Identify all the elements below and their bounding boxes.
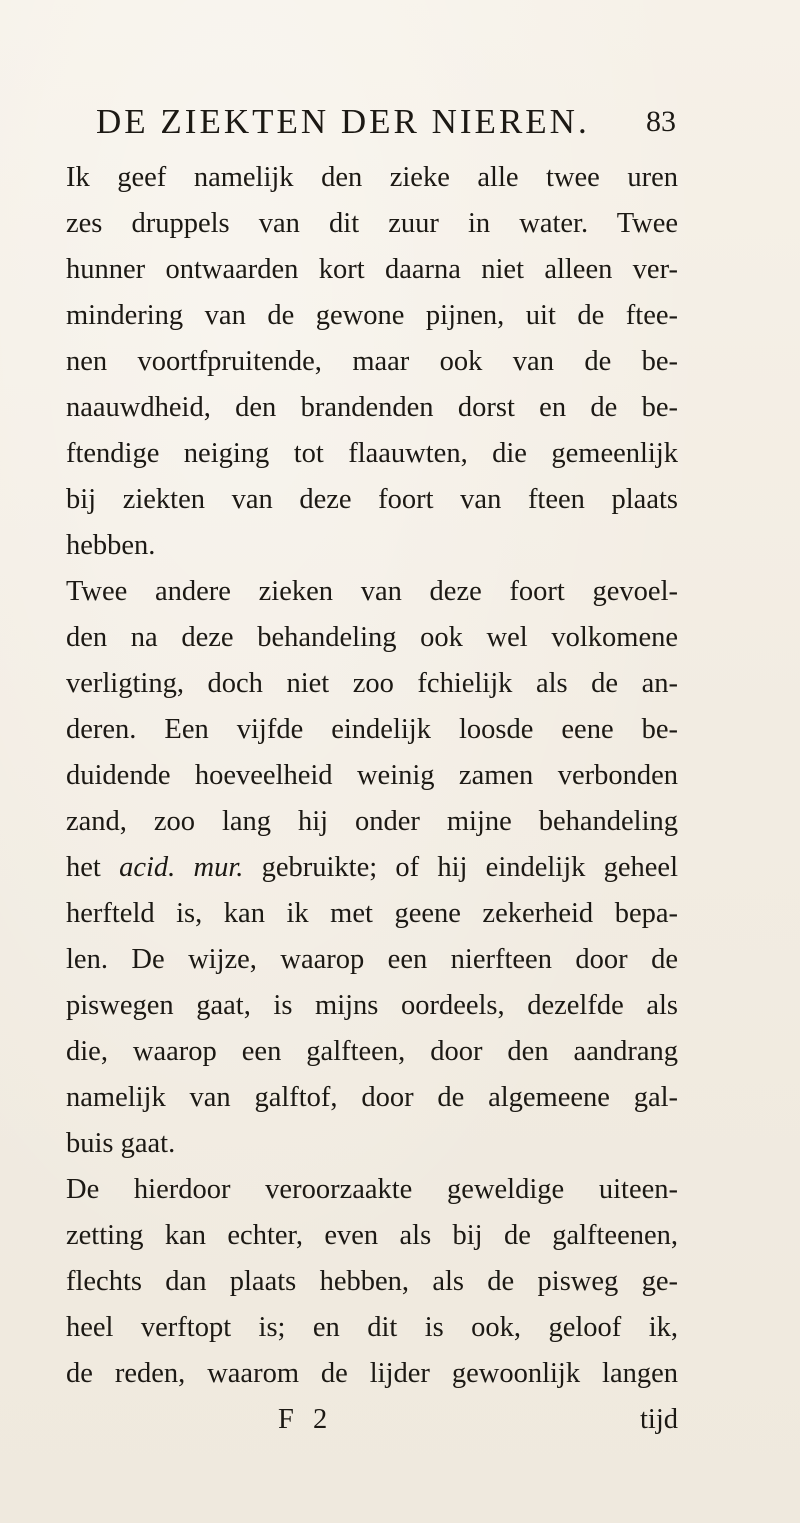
text-line: mindering van de gewone pijnen, uit de ftee- [66,300,678,331]
text-line-paragraph-start: Twee andere zieken van deze foort gevoel- [66,576,678,607]
text-line: bij ziekten van deze foort van fteen plaats [66,484,678,515]
running-title: DE ZIEKTEN DER NIEREN. [96,102,590,141]
text-line: herfteld is, kan ik met geene zekerheid bepa- [66,898,678,929]
text-line: flechts dan plaats hebben, als de pisweg ge- [66,1266,678,1297]
signature-mark: F 2 [278,1404,334,1435]
page-footer [66,1397,678,1443]
text-line: namelijk van galftof, door de algemeene gal- [66,1082,678,1113]
text-line: die, waarop een galfteen, door den aandrang [66,1036,678,1067]
text-line-paragraph-end: hebben. [66,530,156,561]
body-text [66,155,678,1435]
page-number: 83 [646,105,676,138]
text-line: naauwdheid, den brandenden dorst en de be- [66,392,678,423]
catchword: tijd [639,1404,678,1435]
text-line: verligting, doch niet zoo fchielijk als de an- [66,668,678,699]
text-line: nen voortfpruitende, maar ook van de be- [66,346,678,377]
text-line: piswegen gaat, is mijns oordeels, dezelfde als [66,990,678,1021]
text-line: het acid. mur. gebruikte; of hij eindelijk geheel [66,852,678,883]
text-line: deren. Een vijfde eindelijk loosde eene be- [66,714,678,745]
text-line: zes druppels van dit zuur in water. Twee [66,208,678,239]
text-line: hunner ontwaarden kort daarna niet alleen ver- [66,254,678,285]
text-line: zand, zoo lang hij onder mijne behandeling [66,806,678,837]
text-line-paragraph-end: buis gaat. [66,1128,176,1159]
text-line: zetting kan echter, even als bij de galfteenen, [66,1220,678,1251]
text-line: de reden, waarom de lijder gewoonlijk langen [66,1358,678,1389]
text-line-paragraph-start: De hierdoor veroorzaakte geweldige uiteen- [66,1174,678,1205]
page-header [96,100,676,144]
text-line: duidende hoeveelheid weinig zamen verbonden [66,760,678,791]
text-line: ftendige neiging tot flaauwten, die gemeenlijk [66,438,678,469]
text-line: den na deze behandeling ook wel volkomene [66,622,678,653]
text-line: Ik geef namelijk den zieke alle twee uren [66,162,678,193]
text-line: len. De wijze, waarop een nierfteen door de [66,944,678,975]
text-line: heel verftopt is; en dit is ook, geloof ik, [66,1312,678,1343]
